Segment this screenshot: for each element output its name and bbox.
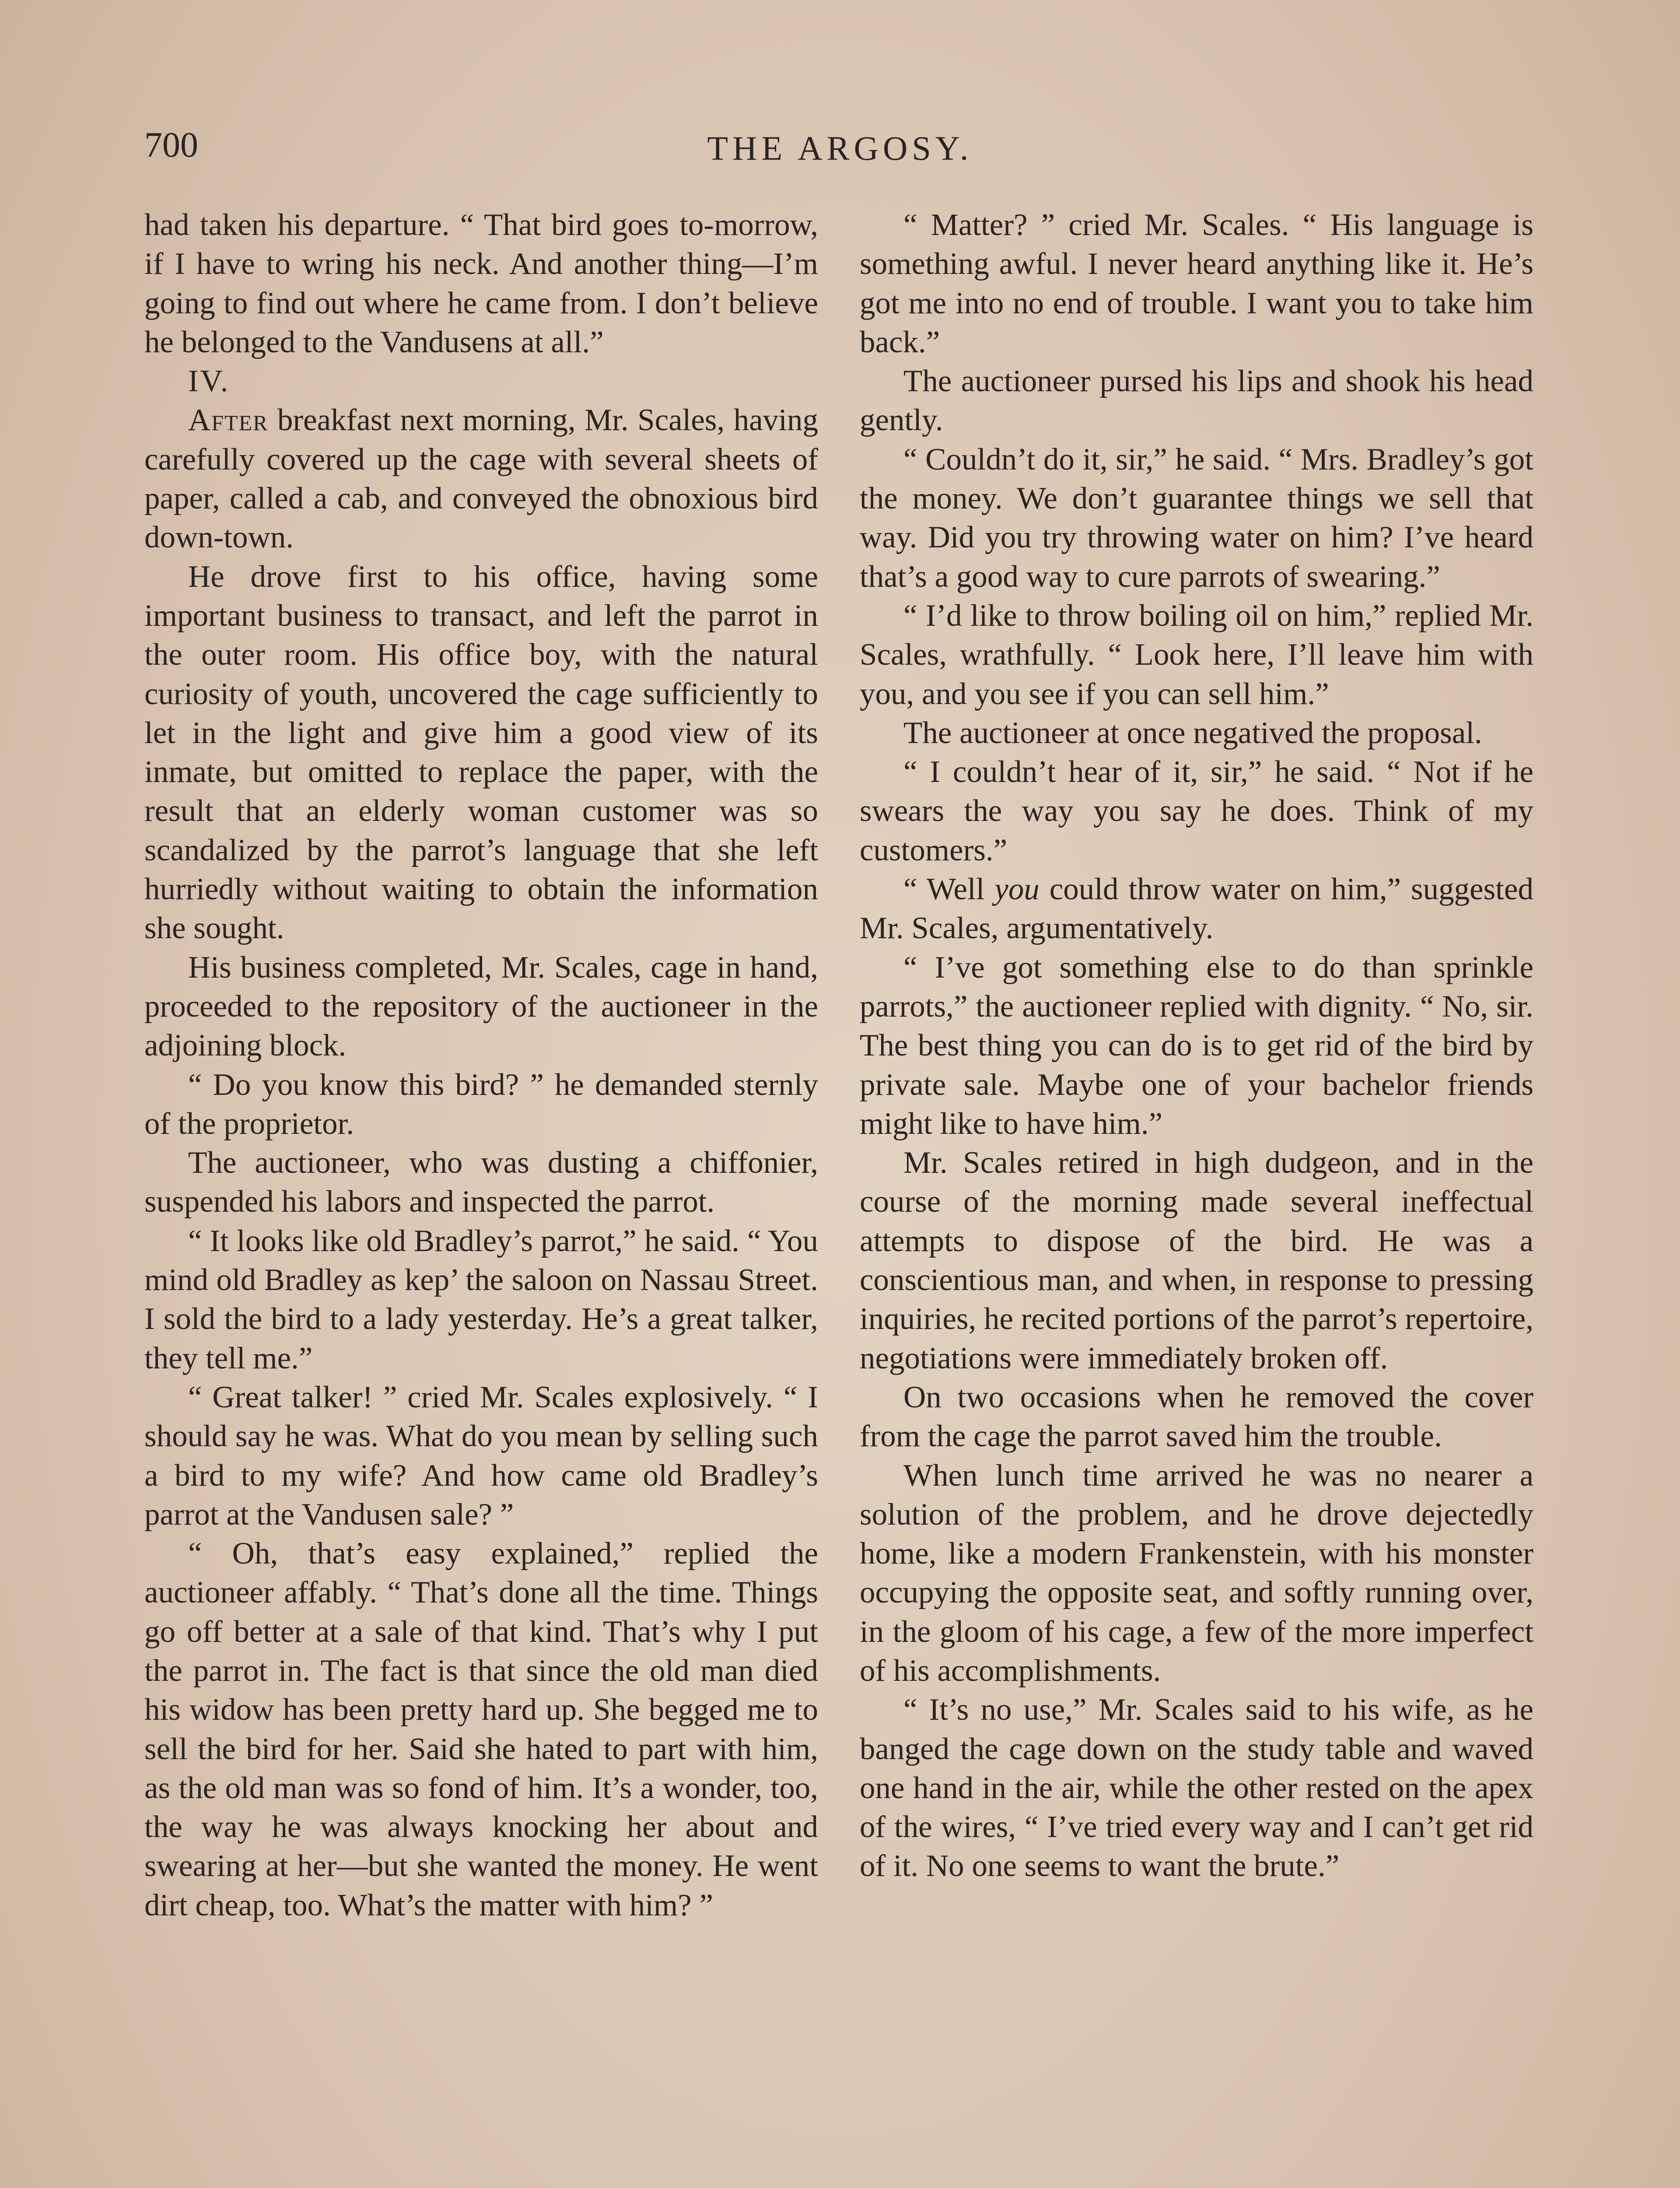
page-number: 700 — [144, 125, 198, 165]
paragraph: “ It looks like old Bradley’s parrot,” he said. “ You mind old Bradley as kep’ the saloon on Nassau Street. I sold the bird to a lady yesterday. He’s a great talker, they tell me.” — [144, 1224, 818, 1375]
paragraph: “ Couldn’t do it, sir,” he said. “ Mrs. Bradley’s got the money. We don’t guarantee things we sell that way. Did you try throwing water on him? I’ve heard that’s a good way to cure parrots of swearing.” — [860, 442, 1533, 594]
paragraph: His business completed, Mr. Scales, cage in hand, proceeded to the repository of the auctioneer in the adjoining block. — [144, 950, 818, 1063]
paragraph: The auctioneer pursed his lips and shook his head gently. — [860, 364, 1533, 438]
paragraph: “ Great talker! ” cried Mr. Scales explosively. “ I should say he was. What do you mean by selling such a bird to my wife? And how came old Bradley’s parrot at the Vandusen sale? ” — [144, 1380, 818, 1532]
paragraph: “ I’ve got something else to do than sprinkle parrots,” the auctioneer replied with dignity. “ No, sir. The best thing you can do is to get rid of the bird by private sale. Maybe one of your bachelor friends might like to have him.” — [860, 950, 1533, 1141]
paragraph: Mr. Scales retired in high dudgeon, and in the course of the morning made several ineffectual attempts to dispose of the bird. He was a conscientious man, and when, in response to pressing inquiries, he recited portions of the parrot’s repertoire, negotiations were immediately broken off. — [860, 1146, 1533, 1375]
paragraph: “ Oh, that’s easy explained,” replied the auctioneer affably. “ That’s done all the time. Things go off better at a sale of that kind. That’s why I put the parrot in. The fact is that since the old man died his widow has been pretty hard up. She begged me to sell the bird for her. Said she hated to part with him, as the old man was so fond of him. It’s a wonder, too, the way he was always knocking her about and swearing at her—but she wanted the money. He went dirt cheap, too. What’s the matter with him? ” — [144, 1536, 818, 1922]
right-column — [860, 206, 1533, 1886]
paragraph: “ Matter? ” cried Mr. Scales. “ His language is something awful. I never heard anything like it. He’s got me into no end of trouble. I want you to take him back.” — [860, 208, 1533, 359]
paragraph-text: “ Well — [903, 872, 995, 907]
section-heading: IV. — [188, 364, 230, 399]
paragraph-text: could throw water on him,” suggested Mr. Scales, argumentatively. — [860, 872, 1534, 946]
paragraph: “ I’d like to throw boiling oil on him,” replied Mr. Scales, wrathfully. “ Look here, I’ll leave him with you, and you see if you can sell him.” — [860, 598, 1533, 711]
emphasis: you — [994, 872, 1040, 907]
paragraph: “ Do you know this bird? ” he demanded sternly of the proprietor. — [144, 1067, 818, 1141]
paragraph: The auctioneer, who was dusting a chiffonier, suspended his labors and inspected the parrot. — [144, 1146, 818, 1219]
paragraph — [860, 870, 1533, 948]
paragraph: He drove first to his office, having some important business to transact, and left the parrot in the outer room. His office boy, with the natural curiosity of youth, uncovered the cage sufficiently to let in the light and give him a good view of its inmate, but omitted to replace the paper, with the result that an elderly woman customer was so scandalized by the parrot’s language that she left hurriedly without waiting to obtain the information she sought. — [144, 559, 818, 946]
paragraph: When lunch time arrived he was no nearer a solution of the problem, and he drove dejectedly home, like a modern Frankenstein, with his monster occupying the opposite seat, and softly running over, in the gloom of his cage, a few of the more imperfect of his accomplishments. — [860, 1458, 1533, 1688]
paragraph: “ I couldn’t hear of it, sir,” he said. “ Not if he swears the way you say he does. Think of my customers.” — [860, 755, 1533, 867]
left-column — [144, 206, 818, 1925]
paragraph: On two occasions when he removed the cover from the cage the parrot saved him the trouble. — [860, 1380, 1533, 1454]
paragraph: The auctioneer at once negatived the proposal. — [903, 715, 1482, 750]
running-head: THE ARGOSY. — [707, 129, 973, 167]
dropword: After — [188, 403, 269, 438]
paragraph: had taken his departure. “ That bird goes to-morrow, if I have to wring his neck. And another thing—I’m going to find out where he came from. I don’t believe he belonged to the Vandusens at all.” — [144, 208, 818, 359]
paragraph-text: breakfast next morning, Mr. Scales, having carefully covered up the cage with several sheets of paper, called a cab, and conveyed the obnoxious bird down-town. — [144, 403, 818, 555]
paragraph: “ It’s no use,” Mr. Scales said to his wife, as he banged the cage down on the study table and waved one hand in the air, while the other rested on the apex of the wires, “ I’ve tried every way and I can’t get rid of it. No one seems to want the brute.” — [860, 1693, 1533, 1883]
paragraph — [144, 401, 818, 557]
